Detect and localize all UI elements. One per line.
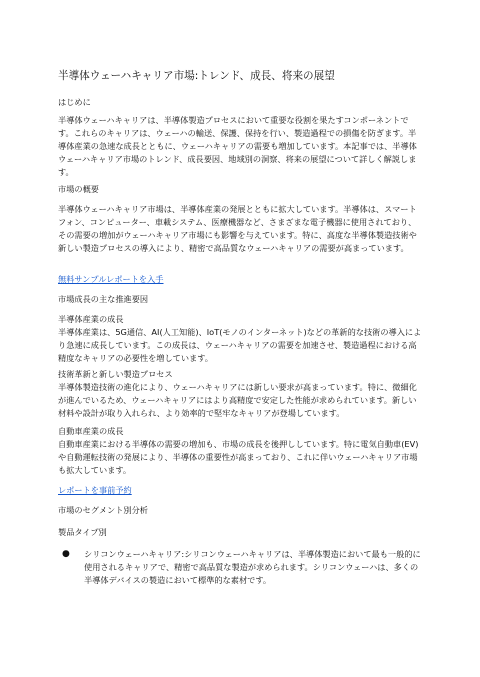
driver-technology-text: 半導体製造技術の進化により、ウェーハキャリアには新しい要求が高まっています。特に、微細化が進んでいるため、ウェーハキャリアにはより高精度で安定した性能が求められています。新しい材料や設計が取り入れられ、より効率的で堅牢なキャリアが登場しています。 (58, 382, 417, 418)
product-type-heading: 製品タイプ別 (58, 527, 107, 537)
drivers-heading: 市場成長の主な推進要因 (58, 294, 149, 304)
segment-heading: 市場のセグメント別分析 (58, 505, 148, 515)
overview-heading: 市場の概要 (58, 184, 99, 194)
driver-automotive-text: 自動車産業における半導体の需要の増加も、市場の成長を後押ししています。特に電気自動車(EV)や自動運転技術の発展により、半導体の重要性が高まっており、これに伴いウェーハキャリア市場も拡大しています。 (58, 439, 419, 475)
list-item (58, 548, 422, 587)
driver-semiconductor-text: 半導体産業は、5G通信、AI(人工知能)、IoT(モノのインターネット)などの革新的な技術の導入により急速に成長しています。この成長は、ウェーハキャリアの需要を加速させ、製造過程における高精度なキャリアの必要性を増しています。 (58, 327, 422, 363)
intro-heading: はじめに (58, 97, 91, 107)
intro-paragraph: 半導体ウェーハキャリアは、半導体製造プロセスにおいて重要な役割を果たすコンポーネントです。これらのキャリアは、ウェーハの輸送、保護、保持を行い、製造過程での損傷を防ぎます。半導体産業の急速な成長とともに、ウェーハキャリアの需要も増加しています。本記事では、半導体ウェーハキャリア市場のトレンド、成長要因、地域別の洞察、将来の展望について詳しく解説します。 (58, 115, 417, 177)
driver-semiconductor (58, 313, 422, 365)
page-title: 半導体ウェーハキャリア市場:トレンド、成長、将来の展望 (58, 70, 335, 82)
driver-technology (58, 368, 422, 420)
overview-paragraph: 半導体ウェーハキャリア市場は、半導体産業の発展とともに拡大しています。半導体は、スマートフォン、コンピューター、車載システム、医療機器など、さまざまな電子機器に使用されており、その需要の増加がウェーハキャリア市場にも影響を与えています。特に、高度な半導体製造技術や新しい製造プロセスの導入により、精密で高品質なウェーハキャリアの需要が高まっています。 (58, 204, 417, 253)
sample-report-link[interactable]: 無料サンプルレポートを入手 (58, 274, 164, 284)
product-type-list (58, 548, 422, 587)
preorder-report-link[interactable]: レポートを事前予約 (58, 485, 132, 495)
driver-automotive-title: 自動車産業の成長 (58, 426, 124, 436)
driver-semiconductor-title: 半導体産業の成長 (58, 314, 124, 324)
driver-automotive (58, 425, 422, 477)
list-item-text: シリコンウェーハキャリア:シリコンウェーハキャリアは、半導体製造において最も一般的に使用されるキャリアで、精密で高品質な製造が求められます。シリコンウェーハは、多くの半導体デバイスの製造において標準的な素材です。 (84, 549, 421, 585)
bullet-icon: ● (62, 549, 70, 559)
driver-technology-title: 技術革新と新しい製造プロセス (58, 369, 173, 379)
